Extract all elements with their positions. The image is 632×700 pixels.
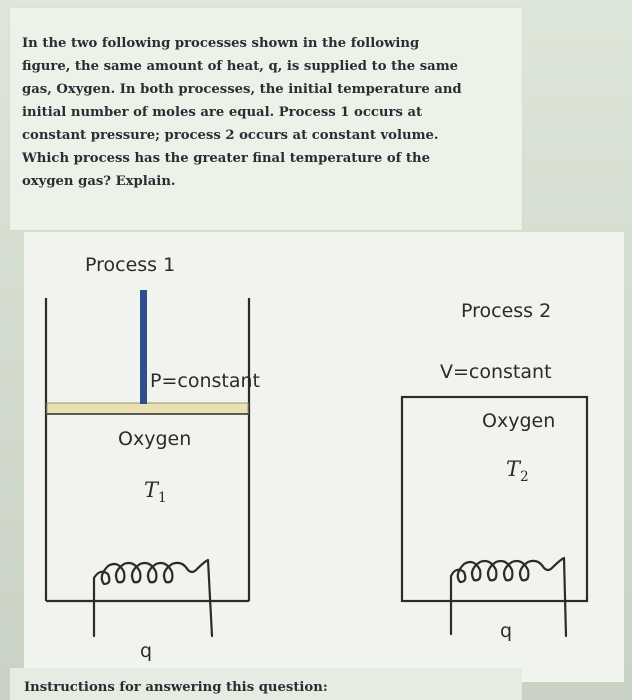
process1-heat-label: q: [140, 640, 153, 662]
process1-title: Process 1: [85, 254, 176, 276]
process2-gas: Oxygen: [482, 410, 556, 432]
process1-temp-symbol: T: [144, 478, 159, 502]
process1-piston: [47, 403, 248, 414]
process1-temperature: [144, 478, 167, 506]
process1-condition: P=constant: [150, 370, 260, 392]
process2-container: [402, 397, 587, 636]
process1-piston-rod: [140, 290, 147, 404]
question-line: initial number of moles are equal. Process 1 occurs at: [22, 105, 423, 120]
process2-condition: V=constant: [440, 361, 552, 383]
process1-heating-coil: [94, 560, 212, 636]
process1-container: [46, 290, 249, 636]
process1-gas: Oxygen: [118, 428, 192, 450]
process2-temperature: [506, 457, 529, 485]
process2-temp-subscript: 2: [520, 469, 529, 486]
question-line: figure, the same amount of heat, q, is supplied to the same: [22, 59, 459, 74]
question-line: Which process has the greater final temperature of the: [22, 151, 430, 166]
process2-title: Process 2: [461, 300, 552, 322]
question-line: In the two following processes shown in the following: [22, 36, 420, 51]
process1-temp-subscript: 1: [158, 490, 167, 507]
question-line: constant pressure; process 2 occurs at constant volume.: [22, 128, 439, 143]
question-line: gas, Oxygen. In both processes, the initial temperature and: [22, 82, 462, 97]
process2-heat-label: q: [500, 620, 513, 642]
question-line: oxygen gas? Explain.: [22, 174, 176, 189]
instructions-heading: Instructions for answering this question:: [24, 680, 328, 695]
process2-temp-symbol: T: [506, 457, 521, 481]
